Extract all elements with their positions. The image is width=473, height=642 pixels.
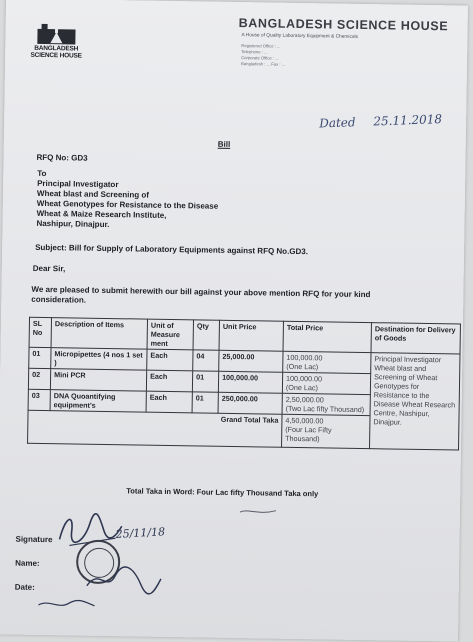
header-destination: Destination for Delivery of Goods: [371, 323, 460, 354]
header-description: Description of Items: [51, 318, 147, 350]
cell-qty: 01: [192, 371, 218, 392]
header-qty: Qty: [193, 320, 219, 350]
cell-sl: 03: [28, 389, 50, 410]
total-in-words: Total Taka in Word: Four Lac fifty Thousand Taka only: [126, 486, 319, 499]
cell-description: DNA Quoantifying equipment's: [50, 390, 146, 413]
name-label: Name:: [15, 558, 40, 568]
dated-value: 25.11.2018: [373, 112, 443, 129]
cell-total-price: [282, 372, 370, 394]
cell-description: Micropipettes (4 nos 1 set ): [51, 348, 147, 371]
cell-total-price: [283, 351, 371, 373]
faint-mark: [238, 506, 278, 517]
signature-scribble: [85, 556, 166, 599]
total-price-value: 2,50,000.00: [285, 394, 324, 405]
cell-unit-price: 250,000.00: [218, 392, 282, 414]
signature-label: Signature: [15, 534, 53, 545]
total-price-words: (One Lac): [285, 382, 318, 393]
total-price-value: 100,000.00: [286, 373, 323, 384]
address-line: Telephone : ...: [241, 49, 268, 55]
date-label: Date:: [14, 582, 35, 592]
grand-total-label: Grand Total Taka: [28, 410, 282, 447]
logo-text-line1: BANGLADESH: [34, 44, 79, 53]
cell-sl: 02: [28, 368, 50, 389]
cell-qty: 01: [192, 392, 218, 413]
rfq-number: RFQ No: GD3: [36, 152, 88, 163]
cell-unit-price: 100,000.00: [218, 371, 282, 393]
total-price-words: (One Lac): [286, 361, 319, 372]
recipient-line: Principal Investigator: [37, 178, 119, 190]
cell-sl: 01: [29, 347, 51, 368]
address-line: Registered Office : ...: [241, 43, 281, 49]
cell-unit: Each: [146, 370, 192, 392]
cell-description: Mini PCR: [50, 369, 146, 392]
body-paragraph: We are pleased to submit herewith our bill against your above mention RFQ for your kind consideration.: [31, 284, 371, 305]
cell-unit-price: 25,000.00: [219, 350, 283, 372]
recipient-line: Wheat Genotypes for Resistance to the Disease: [36, 198, 219, 211]
handwritten-date: 25/11/18: [115, 525, 166, 541]
recipient-line: Wheat blast and Screening of: [36, 188, 150, 200]
grand-total-cell: [282, 414, 371, 448]
address-line: Corporate Office : ...: [241, 55, 279, 61]
company-logo: [29, 23, 84, 66]
subject-line: Subject: Bill for Supply of Laboratory Equipments against RFQ No.GD3.: [35, 242, 309, 257]
document-title: Bill: [217, 139, 231, 149]
logo-text-line2: SCIENCE HOUSE: [30, 51, 82, 60]
recipient-line: Nashipur, Dinajpur.: [36, 218, 110, 230]
address-line: Bangladesh : ... Fax : ...: [240, 61, 286, 67]
recipient-line: To: [37, 168, 47, 179]
cell-unit: Each: [146, 391, 192, 413]
salutation: Dear Sir,: [32, 263, 66, 274]
total-price-words: (Two Lac fifty Thousand): [285, 403, 365, 415]
header-sl: SL No: [29, 317, 51, 347]
header-unit-price: Unit Price: [219, 320, 283, 351]
recipient-line: Wheat & Maize Research Institute,: [36, 208, 167, 220]
header-total-price: Total Price: [283, 321, 371, 352]
items-table: [27, 317, 461, 451]
logo-flask-icon: [35, 23, 77, 46]
cell-qty: 04: [193, 350, 219, 371]
signature-scribble: [36, 595, 96, 612]
grand-total-value: 4,50,000.00: [285, 415, 324, 426]
cell-destination: Principal Investigator Wheat blast and Screening of Wheat Genotypes for Resistance to the Disease Wheat Research Centre, Nashipur, Dinajpur.: [370, 353, 460, 450]
dated-stamp: [319, 112, 442, 130]
cell-total-price: [282, 393, 370, 415]
header-unit: Unit of Measure ment: [147, 319, 193, 350]
grand-total-words: (Four Lac Fifty Thousand): [285, 424, 332, 444]
company-name: BANGLADESH SCIENCE HOUSE: [238, 16, 449, 34]
company-tagline: A House of Quality Laboratory Equipment & Chemicals: [241, 33, 359, 40]
cell-unit: Each: [147, 349, 193, 371]
total-price-value: 100,000.00: [286, 352, 323, 363]
dated-label: Dated: [318, 115, 356, 131]
